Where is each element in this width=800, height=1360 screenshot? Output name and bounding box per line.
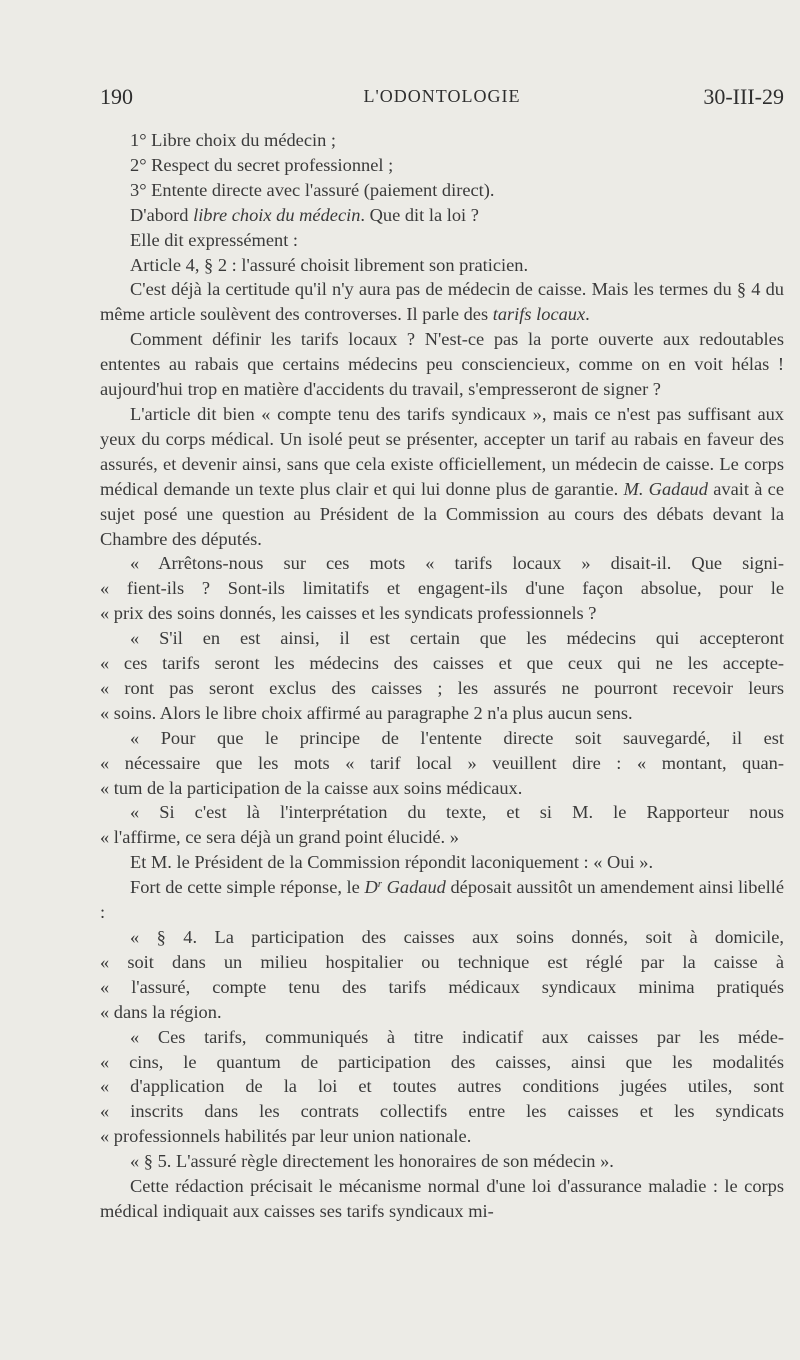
paragraph: Article 4, § 2 : l'assuré choisit librement son praticien. <box>130 254 529 275</box>
quote-line: « Arrêtons-nous sur ces mots « tarifs locaux » disait-il. Que signi- <box>130 553 784 574</box>
quote-line: « ront pas seront exclus des caisses ; les assurés ne pourront recevoir leurs <box>100 677 784 698</box>
journal-title: L'ODONTOLOGIE <box>363 86 521 106</box>
page-number: 190 <box>100 84 133 109</box>
quote-line: « l'affirme, ce sera déjà un grand point élucidé. » <box>100 827 459 848</box>
quote-line: « Ces tarifs, communiqués à titre indicatif aux caisses par les méde- <box>130 1026 784 1047</box>
list-item: 1° Libre choix du médecin ; <box>130 130 337 150</box>
quote-line: « cins, le quantum de participation des caisses, ainsi que les modalités <box>100 1051 784 1072</box>
quote-line: « nécessaire que les mots « tarif local » veuillent dire : « montant, quan- <box>100 752 784 773</box>
paragraph: Comment définir les tarifs locaux ? N'est-ce pas la porte ouverte aux redoutables ententes au rabais que certains médecins peu consciencieux, comme on en voit hélas ! aujourd'hui trop en matière d'accidents du travail, s'empresseront de signer ? <box>100 329 784 400</box>
list-item: 3° Entente directe avec l'assuré (paiement direct). <box>130 179 495 200</box>
quote-line: « ces tarifs seront les médecins des caisses et que ceux qui ne les accepte- <box>100 653 784 674</box>
quote-line: « S'il en est ainsi, il est certain que les médecins qui accepteront <box>130 628 784 649</box>
paragraph: L'article dit bien « compte tenu des tarifs syndicaux », mais ce n'est pas suffisant aux yeux du corps médical. Un isolé peut se présenter, accepter un tarif au rabais en faveur des assurés, et devenir ainsi, sans que cela existe officiellement, un médecin de caisse. Le corps médical demande un texte plus clair et qui lui donne plus de garantie. M. Gadaud avait à ce sujet posé une question au Président de la Commission au cours des débats devant la Chambre des députés. <box>100 403 784 549</box>
quote-line: « soins. Alors le libre choix affirmé au paragraphe 2 n'a plus aucun sens. <box>100 702 633 723</box>
quote-line: « § 5. L'assuré règle directement les honoraires de son médecin ». <box>130 1151 614 1172</box>
quote-line: « fient-ils ? Sont-ils limitatifs et engagent-ils d'une façon absolue, pour le <box>100 578 784 599</box>
paragraph: C'est déjà la certitude qu'il n'y aura pas de médecin de caisse. Mais les termes du § 4 du même article soulèvent des controverses. Il parle des tarifs locaux. <box>100 279 784 325</box>
quote-line: « soit dans un milieu hospitalier ou technique est réglé par la caisse à <box>100 951 784 972</box>
quote-line: « § 4. La participation des caisses aux soins donnés, soit à domicile, <box>130 927 784 947</box>
paragraph: Elle dit expressément : <box>130 229 299 250</box>
list-item: 2° Respect du secret professionnel ; <box>130 154 394 175</box>
paragraph: D'abord libre choix du médecin. Que dit la loi ? <box>130 204 479 225</box>
quote-line: « inscrits dans les contrats collectifs entre les caisses et les syndicats <box>100 1101 784 1122</box>
quote-line: « d'application de la loi et toutes autres conditions jugées utiles, sont <box>100 1076 784 1097</box>
body-text <box>100 128 784 1224</box>
paragraph: Fort de cette simple réponse, le $D^r$ Gadaud déposait aussitôt un amendement ainsi libellé : <box>100 877 784 923</box>
running-header <box>100 84 784 118</box>
quote-line: « Si c'est là l'interprétation du texte, et si M. le Rapporteur nous <box>130 802 784 823</box>
issue-date: 30-III-29 <box>703 84 784 109</box>
quote-line: « dans la région. <box>100 1001 222 1022</box>
quote-line: « tum de la participation de la caisse aux soins médicaux. <box>100 777 523 798</box>
paragraph: Cette rédaction précisait le mécanisme normal d'une loi d'assurance maladie : le corps médical indiquait aux caisses ses tarifs syndicaux mi- <box>100 1176 784 1221</box>
quote-line: « l'assuré, compte tenu des tarifs médicaux syndicaux minima pratiqués <box>100 976 784 997</box>
quote-line: « professionnels habilités par leur union nationale. <box>100 1126 472 1147</box>
quote-line: « Pour que le principe de l'entente directe soit sauvegardé, il est <box>130 727 784 748</box>
quote-line: « prix des soins donnés, les caisses et les syndicats professionnels ? <box>100 603 597 624</box>
paragraph: Et M. le Président de la Commission répondit laconiquement : « Oui ». <box>130 852 654 873</box>
